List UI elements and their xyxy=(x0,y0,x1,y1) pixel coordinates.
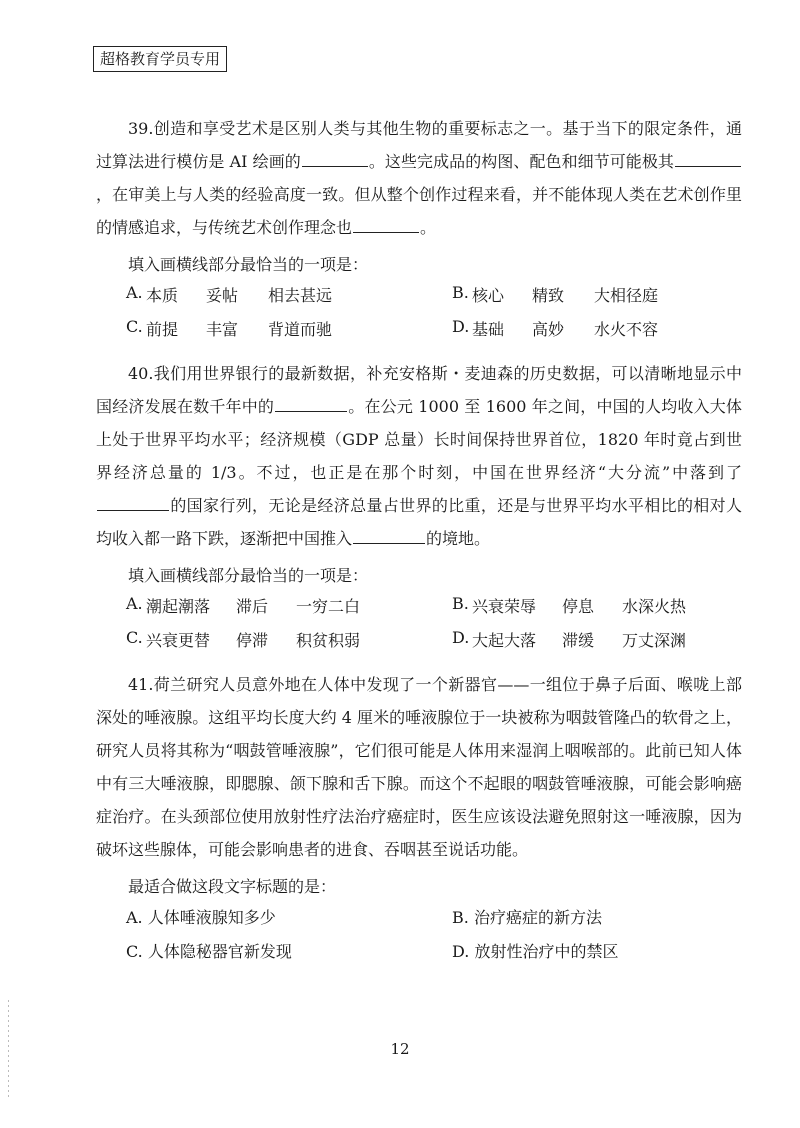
option-letter: D. xyxy=(452,317,470,336)
question-number: 39. xyxy=(128,119,154,138)
option-word: 一穷二白 xyxy=(296,597,361,616)
option-word: 基础 xyxy=(472,320,505,339)
option-a xyxy=(126,283,333,305)
question-40-stem xyxy=(96,357,742,555)
option-word: 妥帖 xyxy=(206,286,239,305)
header-label: 超格教育学员专用 xyxy=(93,46,227,72)
option-word: 相去甚远 xyxy=(268,286,333,305)
answer-blank xyxy=(302,151,368,167)
option-word: 大相径庭 xyxy=(594,286,659,305)
page-number: 12 xyxy=(390,1040,410,1058)
option-b xyxy=(452,594,687,616)
option-word: 万丈深渊 xyxy=(622,631,687,650)
option-letter: B. xyxy=(452,908,469,927)
option-c xyxy=(126,939,292,962)
option-b xyxy=(452,283,659,305)
option-text: 放射性治疗中的禁区 xyxy=(474,942,619,961)
stem-text: 。 xyxy=(420,218,437,237)
option-word: 潮起潮落 xyxy=(146,597,211,616)
option-word: 滞后 xyxy=(236,597,269,616)
answer-blank xyxy=(675,151,741,167)
question-39-options xyxy=(96,283,742,351)
question-41-prompt: 最适合做这段文字标题的是： xyxy=(128,877,337,896)
option-word: 高妙 xyxy=(532,320,565,339)
stem-text: ，在审美上与人类的经验高度一致。但从整个创作过程来看，并不能体现人类在艺术创作里的情感追求，与传统艺术创作理念也 xyxy=(96,185,742,237)
option-d xyxy=(452,628,687,650)
option-word: 丰富 xyxy=(206,320,239,339)
stem-text: 荷兰研究人员意外地在人体中发现了一个新器官——一组位于鼻子后面、喉咙上部深处的唾液腺。这组平均长度大约 4 厘米的唾液腺位于一块被称为咽鼓管隆凸的软骨之上，研究人员将其称为“咽鼓管唾液腺”，它们很可能是人体用来湿润上咽喉部的。此前已知人体中有三大唾液腺，即腮腺、颌下腺和舌下腺。而这个不起眼的咽鼓管唾液腺，可能会影响癌症治疗。在头颈部位使用放射性疗法治疗癌症时，医生应该设法避免照射这一唾液腺，因为破坏这些腺体，可能会影响患者的进食、吞咽甚至说话功能。 xyxy=(96,675,742,859)
option-a xyxy=(126,594,361,616)
option-word: 积贫积弱 xyxy=(296,631,361,650)
questions-content xyxy=(96,112,742,979)
option-word: 本质 xyxy=(146,286,179,305)
question-40-options xyxy=(96,594,742,662)
question-number: 41. xyxy=(128,675,154,694)
option-text: 治疗癌症的新方法 xyxy=(473,908,602,927)
question-41-options xyxy=(96,905,742,973)
option-word: 大起大落 xyxy=(472,631,537,650)
answer-blank xyxy=(353,528,425,544)
option-letter: A. xyxy=(126,594,143,613)
option-word: 兴衰更替 xyxy=(146,631,211,650)
answer-blank xyxy=(275,396,347,412)
stem-text: 。在公元 1000 至 1600 年之间，中国的人均收入大体上处于世界平均水平；经济规模（GDP 总量）长时间保持世界首位，1820 年时竟占到世界经济总量的 1/3。不过，也正是在那个时刻，中国在世界经济“大分流”中落到了 xyxy=(96,397,742,482)
question-39-stem xyxy=(96,112,742,244)
question-number: 40. xyxy=(128,364,154,383)
option-letter: C. xyxy=(126,942,143,961)
option-letter: A. xyxy=(126,908,143,927)
option-text: 人体隐秘器官新发现 xyxy=(147,942,292,961)
stem-text: 的国家行列，无论是经济总量占世界的比重，还是与世界平均水平相比的相对人均收入都一路下跌，逐渐把中国推入 xyxy=(96,496,742,548)
option-word: 水深火热 xyxy=(622,597,687,616)
option-letter: D. xyxy=(452,942,470,961)
stem-text: 我们用世界银行的最新数据，补充安格斯・麦迪森的历史数据，可以清晰地显示中国经济发展在数千年中的 xyxy=(96,364,742,416)
option-word: 精致 xyxy=(532,286,565,305)
option-letter: D. xyxy=(452,628,470,647)
scan-edge-mark xyxy=(8,1000,9,1100)
answer-blank xyxy=(353,217,419,233)
option-d xyxy=(452,939,618,962)
option-letter: C. xyxy=(126,628,143,647)
question-39-prompt: 填入画横线部分最恰当的一项是： xyxy=(128,255,369,274)
stem-text: 创造和享受艺术是区别人类与其他生物的重要标志之一。基于当下的限定条件，通过算法进行模仿是 AI 绘画的 xyxy=(96,119,742,171)
option-word: 停息 xyxy=(562,597,595,616)
option-d xyxy=(452,317,659,339)
option-letter: B. xyxy=(452,594,469,613)
option-letter: C. xyxy=(126,317,143,336)
option-letter: A. xyxy=(126,283,143,302)
option-word: 水火不容 xyxy=(594,320,659,339)
option-c xyxy=(126,628,361,650)
option-b xyxy=(452,905,602,928)
option-word: 背道而驰 xyxy=(268,320,333,339)
question-41-stem xyxy=(96,668,742,866)
option-a xyxy=(126,905,276,928)
stem-text: 。这些完成品的构图、配色和细节可能极其 xyxy=(368,152,674,171)
answer-blank xyxy=(97,495,169,511)
option-text: 人体唾液腺知多少 xyxy=(147,908,276,927)
option-word: 滞缓 xyxy=(562,631,595,650)
option-word: 兴衰荣辱 xyxy=(472,597,537,616)
option-word: 核心 xyxy=(472,286,505,305)
question-40-prompt: 填入画横线部分最恰当的一项是： xyxy=(128,566,369,585)
option-word: 停滞 xyxy=(236,631,269,650)
option-c xyxy=(126,317,333,339)
option-word: 前提 xyxy=(146,320,179,339)
stem-text: 的境地。 xyxy=(426,529,491,548)
option-letter: B. xyxy=(452,283,469,302)
